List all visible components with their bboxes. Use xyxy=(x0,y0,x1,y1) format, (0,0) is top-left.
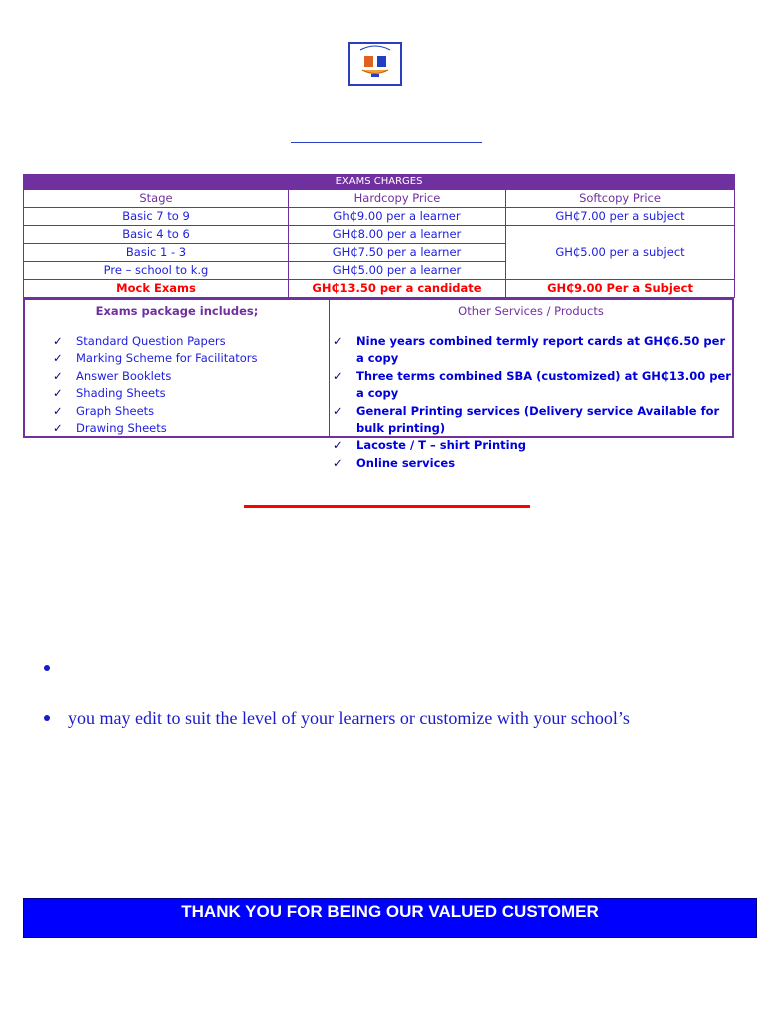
list-item xyxy=(53,368,258,385)
bullet-item xyxy=(44,706,630,730)
package-title: Exams package includes; xyxy=(95,304,259,318)
list-item-label: Answer Booklets xyxy=(76,368,172,383)
list-item xyxy=(333,437,731,454)
table-row xyxy=(24,226,735,244)
list-item xyxy=(53,385,258,402)
hardcopy-cell: GH₵13.50 per a candidate xyxy=(289,280,506,298)
check-icon: ✓ xyxy=(53,334,63,348)
column-divider xyxy=(329,300,330,436)
list-item xyxy=(53,333,258,350)
list-item-label: Online services xyxy=(356,455,456,470)
bullet-text: you may edit to suit the level of your learners or customize with your school’s xyxy=(68,708,630,728)
services-list xyxy=(333,333,731,472)
list-item xyxy=(53,350,258,367)
check-icon: ✓ xyxy=(53,368,63,383)
list-item-label: Lacoste / T – shirt Printing xyxy=(356,438,526,453)
list-item-label: Marking Scheme for Facilitators xyxy=(76,351,258,366)
header-stage: Stage xyxy=(24,190,289,208)
list-item-label: Three terms combined SBA (customized) at GH₵13.00 per a copy xyxy=(356,368,731,401)
stage-cell: Mock Exams xyxy=(24,280,289,298)
school-logo xyxy=(348,42,402,86)
check-icon: ✓ xyxy=(333,438,343,453)
check-icon: ✓ xyxy=(333,334,343,348)
list-item-label: Shading Sheets xyxy=(76,386,166,401)
table-title: EXAMS CHARGES xyxy=(24,175,735,190)
stage-cell: Basic 7 to 9 xyxy=(24,208,289,226)
notes-list xyxy=(44,656,630,730)
softcopy-cell: GH₵9.00 Per a Subject xyxy=(506,280,735,298)
list-item-label: Graph Sheets xyxy=(76,403,155,418)
check-icon: ✓ xyxy=(53,403,63,418)
list-item-label: General Printing services (Delivery service Available for bulk printing) xyxy=(356,403,720,436)
list-item xyxy=(333,368,731,403)
package-list xyxy=(53,333,258,437)
stage-cell: Pre – school to k.g xyxy=(24,262,289,280)
check-icon: ✓ xyxy=(53,351,63,366)
check-icon: ✓ xyxy=(53,386,63,401)
bullet-icon xyxy=(44,715,50,721)
list-item xyxy=(53,420,258,437)
stage-cell: Basic 4 to 6 xyxy=(24,226,289,244)
list-item xyxy=(333,455,731,472)
exams-charges-table xyxy=(23,174,735,298)
bullet-item xyxy=(44,656,630,680)
check-icon: ✓ xyxy=(333,403,343,418)
bullet-icon xyxy=(44,665,50,671)
table-row xyxy=(24,208,735,226)
stage-cell: Basic 1 - 3 xyxy=(24,244,289,262)
thank-you-banner: THANK YOU FOR BEING OUR VALUED CUSTOMER xyxy=(23,898,757,938)
services-title: Other Services / Products xyxy=(458,304,604,318)
title-underline xyxy=(291,142,482,143)
check-icon: ✓ xyxy=(333,368,343,383)
list-item xyxy=(53,403,258,420)
header-softcopy: Softcopy Price xyxy=(506,190,735,208)
list-item-label: Nine years combined termly report cards at GH₵6.50 per a copy xyxy=(356,334,726,366)
softcopy-cell: GH₵5.00 per a subject xyxy=(506,226,735,280)
check-icon: ✓ xyxy=(53,421,63,436)
school-crest-icon xyxy=(350,44,400,84)
hardcopy-cell: Gh₵9.00 per a learner xyxy=(289,208,506,226)
softcopy-cell: GH₵7.00 per a subject xyxy=(506,208,735,226)
header-hardcopy: Hardcopy Price xyxy=(289,190,506,208)
list-item xyxy=(333,403,731,438)
list-item-label: Drawing Sheets xyxy=(76,421,167,436)
hardcopy-cell: GH₵5.00 per a learner xyxy=(289,262,506,280)
check-icon: ✓ xyxy=(333,455,343,470)
table-row-mock xyxy=(24,280,735,298)
hardcopy-cell: GH₵8.00 per a learner xyxy=(289,226,506,244)
section-divider xyxy=(244,505,530,508)
list-item xyxy=(333,333,731,368)
hardcopy-cell: GH₵7.50 per a learner xyxy=(289,244,506,262)
package-services-box xyxy=(23,298,734,470)
list-item-label: Standard Question Papers xyxy=(76,334,226,348)
